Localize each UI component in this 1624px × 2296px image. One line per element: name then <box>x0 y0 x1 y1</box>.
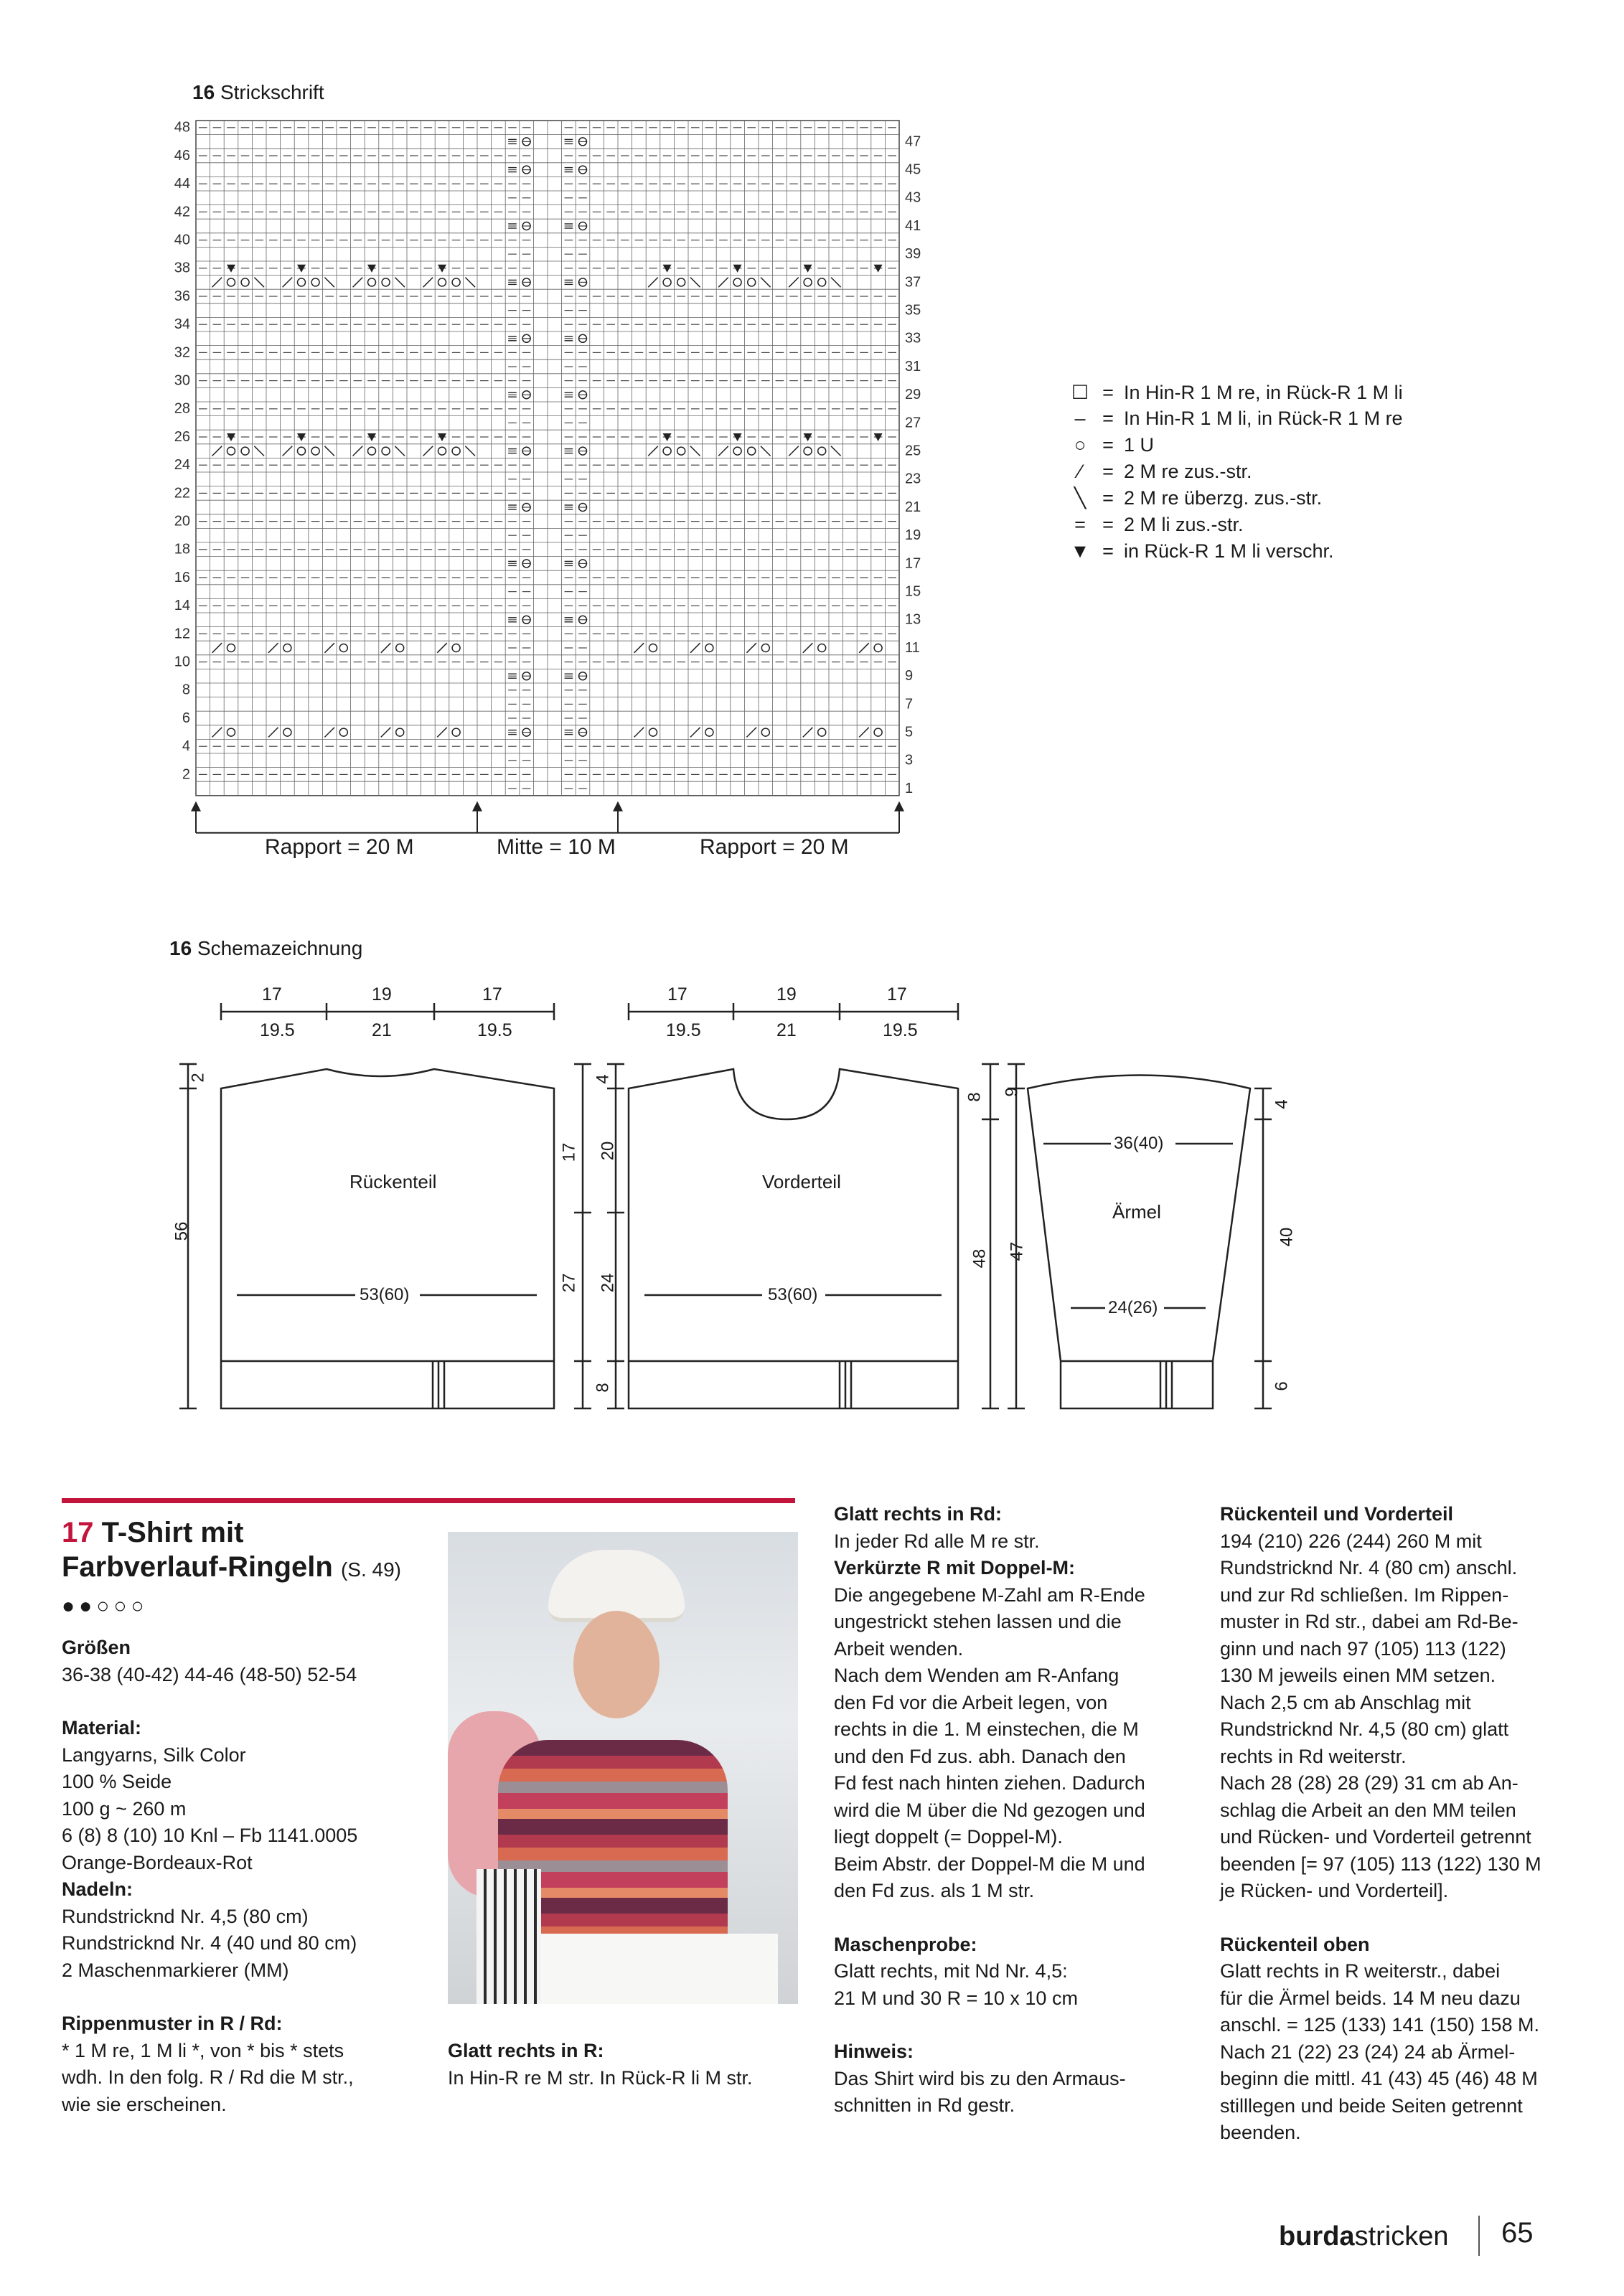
rapport-arrow-icon <box>191 801 201 811</box>
schema-number: 16 <box>169 937 192 959</box>
page-number: 65 <box>1501 2217 1534 2249</box>
row-number-right: 43 <box>905 189 921 206</box>
body-line: rechts in die 1. M einstechen, die M <box>834 1718 1139 1740</box>
body-line: Rundstricknd Nr. 4 (40 und 80 cm) <box>62 1932 357 1954</box>
row-number-right: 19 <box>905 527 921 544</box>
body-line: wird die M über die Nd gezogen und <box>834 1799 1145 1821</box>
row-number-left: 14 <box>174 598 190 614</box>
body-line: Arbeit wenden. <box>834 1637 964 1660</box>
legend-text: in Rück-R 1 M li verschr. <box>1124 540 1334 562</box>
row-number-left: 42 <box>174 204 190 220</box>
body-line: Fd fest nach hinten ziehen. Dadurch <box>834 1772 1145 1794</box>
row-number-left: 48 <box>174 119 190 136</box>
body-line: wie sie erscheinen. <box>62 2093 227 2115</box>
section-heading: Nadeln: <box>62 1878 133 1900</box>
body-line: Rundstricknd Nr. 4,5 (80 cm) <box>62 1905 309 1927</box>
spacer <box>62 1984 421 2010</box>
backslash-icon: ╲ <box>1074 487 1086 509</box>
front-label: Vorderteil <box>762 1171 841 1192</box>
rapport-arrow-icon <box>613 801 623 811</box>
double-dash-icon: = <box>1074 514 1086 535</box>
legend-text: In Hin-R 1 M li, in Rück-R 1 M re <box>1124 408 1403 429</box>
legend-text: In Hin-R 1 M re, in Rück-R 1 M li <box>1124 382 1403 403</box>
body-line: ungestrickt stehen lassen und die <box>834 1611 1122 1632</box>
section-heading: Rückenteil oben <box>1220 1933 1370 1955</box>
front-top-2: 19 <box>776 984 797 1004</box>
schema-title <box>169 937 362 960</box>
row-number-left: 30 <box>174 372 190 389</box>
front-width: 53(60) <box>768 1285 818 1304</box>
row-number-right: 15 <box>905 583 921 600</box>
section-heading: Rippenmuster in R / Rd: <box>62 2013 283 2034</box>
knitting-chart <box>161 115 965 875</box>
row-number-left: 16 <box>174 569 190 585</box>
body-line: Nach 28 (28) 28 (29) 31 cm ab An- <box>1220 1772 1519 1794</box>
rapport-left-label: Rapport = 20 M <box>265 835 414 859</box>
body-line: beginn die mittl. 41 (43) 45 (46) 48 M <box>1220 2068 1538 2089</box>
row-number-right: 1 <box>905 780 914 796</box>
body-line: wdh. In den folg. R / Rd die M str., <box>62 2066 354 2088</box>
row-number-left: 18 <box>174 541 190 557</box>
body-line: rechts in Rd weiterstr. <box>1220 1745 1407 1767</box>
row-number-left: 4 <box>182 738 190 755</box>
schema-label: Schemazeichnung <box>197 937 363 959</box>
row-number-right: 47 <box>905 133 921 150</box>
spacer <box>834 2012 1207 2038</box>
v-4a: 4 <box>593 1074 613 1084</box>
v-6: 6 <box>1272 1381 1292 1391</box>
v-24: 24 <box>598 1273 618 1293</box>
row-number-right: 39 <box>905 246 921 263</box>
rapport-arrow-icon <box>472 801 482 811</box>
footer-brand <box>1279 2221 1448 2252</box>
body-line: Nach dem Wenden am R-Anfang <box>834 1665 1120 1686</box>
v-8a: 8 <box>593 1383 613 1393</box>
v-27: 27 <box>559 1273 579 1293</box>
body-line: muster in Rd str., dabei am Rd-Be- <box>1220 1611 1519 1632</box>
v-2: 2 <box>188 1073 208 1083</box>
body-line: Rundstricknd Nr. 4,5 (80 cm) glatt <box>1220 1718 1509 1740</box>
column-2 <box>448 2038 807 2092</box>
front-top-1: 17 <box>667 984 687 1004</box>
body-line: 194 (210) 226 (244) 260 M mit <box>1220 1530 1482 1552</box>
section-heading: Material: <box>62 1717 142 1739</box>
row-number-right: 37 <box>905 274 921 291</box>
row-number-right: 21 <box>905 499 921 515</box>
body-line: anschl. = 125 (133) 141 (150) 158 M. <box>1220 2014 1540 2036</box>
footer-divider <box>1478 2216 1480 2256</box>
v-4b: 4 <box>1272 1099 1292 1109</box>
v-17: 17 <box>559 1142 579 1162</box>
row-number-right: 7 <box>905 696 914 712</box>
front-top2-2: 21 <box>776 1020 797 1040</box>
column-4 <box>1220 1501 1593 2147</box>
row-number-left: 10 <box>174 654 190 670</box>
row-number-left: 46 <box>174 147 190 164</box>
row-number-left: 26 <box>174 428 190 445</box>
body-line: 130 M jeweils einen MM setzen. <box>1220 1665 1496 1686</box>
front-top-3: 17 <box>887 984 907 1004</box>
sleeve-bottom-width: 24(26) <box>1108 1298 1158 1317</box>
body-line: Glatt rechts, mit Nd Nr. 4,5: <box>834 1960 1068 1982</box>
body-line: 21 M und 30 R = 10 x 10 cm <box>834 1987 1078 2009</box>
body-line: Langyarns, Silk Color <box>62 1744 246 1766</box>
v-56: 56 <box>172 1221 192 1241</box>
legend-text: 1 U <box>1124 434 1155 456</box>
row-number-right: 13 <box>905 611 921 628</box>
row-number-left: 24 <box>174 457 190 474</box>
section-heading: Glatt rechts in Rd: <box>834 1503 1003 1525</box>
body-line: und den Fd zus. abh. Danach den <box>834 1745 1126 1767</box>
row-number-left: 2 <box>182 766 190 783</box>
article-title-line2: Farbverlauf-Ringeln <box>62 1551 333 1583</box>
v-9: 9 <box>1002 1087 1022 1097</box>
row-number-left: 28 <box>174 400 190 417</box>
front-top2-1: 19.5 <box>666 1020 701 1040</box>
model-photo <box>448 1532 798 2004</box>
body-line: und zur Rd schließen. Im Rippen- <box>1220 1584 1509 1606</box>
body-line: liegt doppelt (= Doppel-M). <box>834 1826 1063 1848</box>
row-number-left: 8 <box>182 682 190 698</box>
back-top2-2: 21 <box>372 1020 392 1040</box>
row-number-left: 34 <box>174 316 190 333</box>
row-number-right: 17 <box>905 555 921 572</box>
slash-icon: ⁄ <box>1078 461 1082 482</box>
row-number-left: 44 <box>174 176 190 192</box>
body-line: In Hin-R re M str. In Rück-R li M str. <box>448 2066 753 2089</box>
v-48: 48 <box>970 1248 990 1269</box>
body-line: stilllegen und beide Seiten getrennt <box>1220 2094 1523 2117</box>
row-number-right: 31 <box>905 358 921 375</box>
back-top-2: 19 <box>372 984 392 1004</box>
row-number-right: 3 <box>905 752 914 768</box>
body-line: für die Ärmel beids. 14 M neu dazu <box>1220 1987 1521 2009</box>
row-number-right: 27 <box>905 415 921 431</box>
back-width: 53(60) <box>360 1285 410 1304</box>
difficulty-rating: ●●○○○ <box>62 1594 149 1618</box>
spacer <box>1220 1905 1593 1932</box>
body-line: Rundstricknd Nr. 4 (80 cm) anschl. <box>1220 1557 1518 1578</box>
chart-number: 16 <box>192 81 215 103</box>
row-number-right: 11 <box>905 639 920 656</box>
body-line: * 1 M re, 1 M li *, von * bis * stets <box>62 2039 344 2061</box>
row-number-right: 23 <box>905 471 921 487</box>
article-number: 17 <box>62 1517 94 1548</box>
back-top-1: 17 <box>262 984 282 1004</box>
section-heading: Glatt rechts in R: <box>448 2040 604 2061</box>
body-line: 2 Maschenmarkierer (MM) <box>62 1959 289 1981</box>
body-line: In jeder Rd alle M re str. <box>834 1530 1040 1552</box>
section-heading: Hinweis: <box>834 2041 914 2062</box>
v-47: 47 <box>1007 1241 1027 1261</box>
body-line: 100 % Seide <box>62 1771 172 1792</box>
body-line: den Fd vor die Arbeit legen, von <box>834 1691 1108 1713</box>
legend-text: 2 M re zus.-str. <box>1124 461 1252 482</box>
body-line: beenden [= 97 (105) 113 (122) 130 M <box>1220 1853 1541 1875</box>
row-number-left: 40 <box>174 232 190 248</box>
white-trousers <box>541 1934 778 2004</box>
section-heading: Größen <box>62 1637 131 1658</box>
spacer <box>834 1905 1207 1932</box>
row-number-left: 38 <box>174 260 190 276</box>
body-line: und Rücken- und Vorderteil getrennt <box>1220 1826 1531 1848</box>
empty-square-icon: ☐ <box>1071 382 1089 403</box>
front-top2-3: 19.5 <box>883 1020 918 1040</box>
circle-icon: ○ <box>1074 434 1086 456</box>
brand-bold: burda <box>1279 2221 1355 2252</box>
row-number-right: 45 <box>905 161 921 178</box>
body-line: Nach 21 (22) 23 (24) 24 ab Ärmel- <box>1220 2041 1516 2063</box>
body-line: schlag die Arbeit an den MM teilen <box>1220 1799 1516 1821</box>
face <box>573 1611 660 1718</box>
legend-text: 2 M re überzg. zus.-str. <box>1124 487 1323 509</box>
row-number-left: 32 <box>174 344 190 361</box>
row-number-left: 12 <box>174 626 190 642</box>
body-line: 6 (8) 8 (10) 10 Knl – Fb 1141.0005 <box>62 1825 358 1846</box>
row-number-right: 25 <box>905 443 921 459</box>
sleeve-label: Ärmel <box>1112 1201 1161 1223</box>
body-line: Glatt rechts in R weiterstr., dabei <box>1220 1960 1501 1982</box>
brand-light: stricken <box>1354 2221 1449 2252</box>
row-number-right: 35 <box>905 302 921 319</box>
article-rule <box>62 1498 795 1503</box>
body-line: schnitten in Rd gestr. <box>834 2094 1015 2116</box>
section-heading: Rückenteil und Vorderteil <box>1220 1503 1454 1525</box>
mitte-label: Mitte = 10 M <box>497 835 616 859</box>
dash-icon: – <box>1074 408 1086 429</box>
v-40: 40 <box>1277 1227 1297 1247</box>
body-line: ginn und nach 97 (105) 113 (122) <box>1220 1637 1506 1660</box>
spacer <box>62 1688 421 1715</box>
v-8b: 8 <box>964 1092 985 1102</box>
back-top2-3: 19.5 <box>477 1020 512 1040</box>
body-line: je Rücken- und Vorderteil]. <box>1220 1880 1449 1901</box>
rapport-arrow-icon <box>894 801 904 811</box>
row-number-left: 6 <box>182 710 190 726</box>
back-label: Rückenteil <box>349 1171 437 1192</box>
row-number-right: 9 <box>905 668 914 684</box>
back-top2-1: 19.5 <box>260 1020 295 1040</box>
sleeve-top-width: 36(40) <box>1114 1134 1164 1153</box>
v-20: 20 <box>598 1141 618 1161</box>
body-line: Beim Abstr. der Doppel-M die M und <box>834 1853 1145 1875</box>
chart-label: Strickschrift <box>220 81 324 103</box>
row-number-right: 41 <box>905 217 921 234</box>
article-title <box>62 1515 401 1587</box>
row-number-left: 36 <box>174 288 190 304</box>
body-line: 100 g ~ 260 m <box>62 1797 187 1820</box>
body-line: Orange-Bordeaux-Rot <box>62 1851 253 1873</box>
body-line: 36-38 (40-42) 44-46 (48-50) 52-54 <box>62 1663 357 1685</box>
body-line: Das Shirt wird bis zu den Armaus- <box>834 2067 1126 2089</box>
body-line: den Fd zus. als 1 M str. <box>834 1880 1035 1901</box>
page-ref: (S. 49) <box>340 1558 401 1581</box>
column-3 <box>834 1501 1207 2119</box>
body-line: Nach 2,5 cm ab Anschlag mit <box>1220 1691 1471 1713</box>
article-title-line1: T-Shirt mit <box>101 1517 244 1548</box>
body-line: Die angegebene M-Zahl am R-Ende <box>834 1584 1145 1606</box>
row-number-right: 5 <box>905 724 914 740</box>
shirt-sleeve <box>477 1869 541 2004</box>
row-number-left: 20 <box>174 513 190 530</box>
section-heading: Verkürzte R mit Doppel-M: <box>834 1557 1076 1578</box>
body-line: beenden. <box>1220 2122 1301 2143</box>
row-number-right: 33 <box>905 330 921 347</box>
back-top-3: 17 <box>482 984 502 1004</box>
rapport-right-label: Rapport = 20 M <box>700 835 849 859</box>
column-1 <box>62 1634 421 2118</box>
legend-text: 2 M li zus.-str. <box>1124 514 1244 535</box>
section-heading: Maschenprobe: <box>834 1933 977 1955</box>
triangle-icon: ▼ <box>1070 540 1090 562</box>
row-number-right: 29 <box>905 387 921 403</box>
chart-title <box>192 80 324 105</box>
row-number-left: 22 <box>174 485 190 502</box>
